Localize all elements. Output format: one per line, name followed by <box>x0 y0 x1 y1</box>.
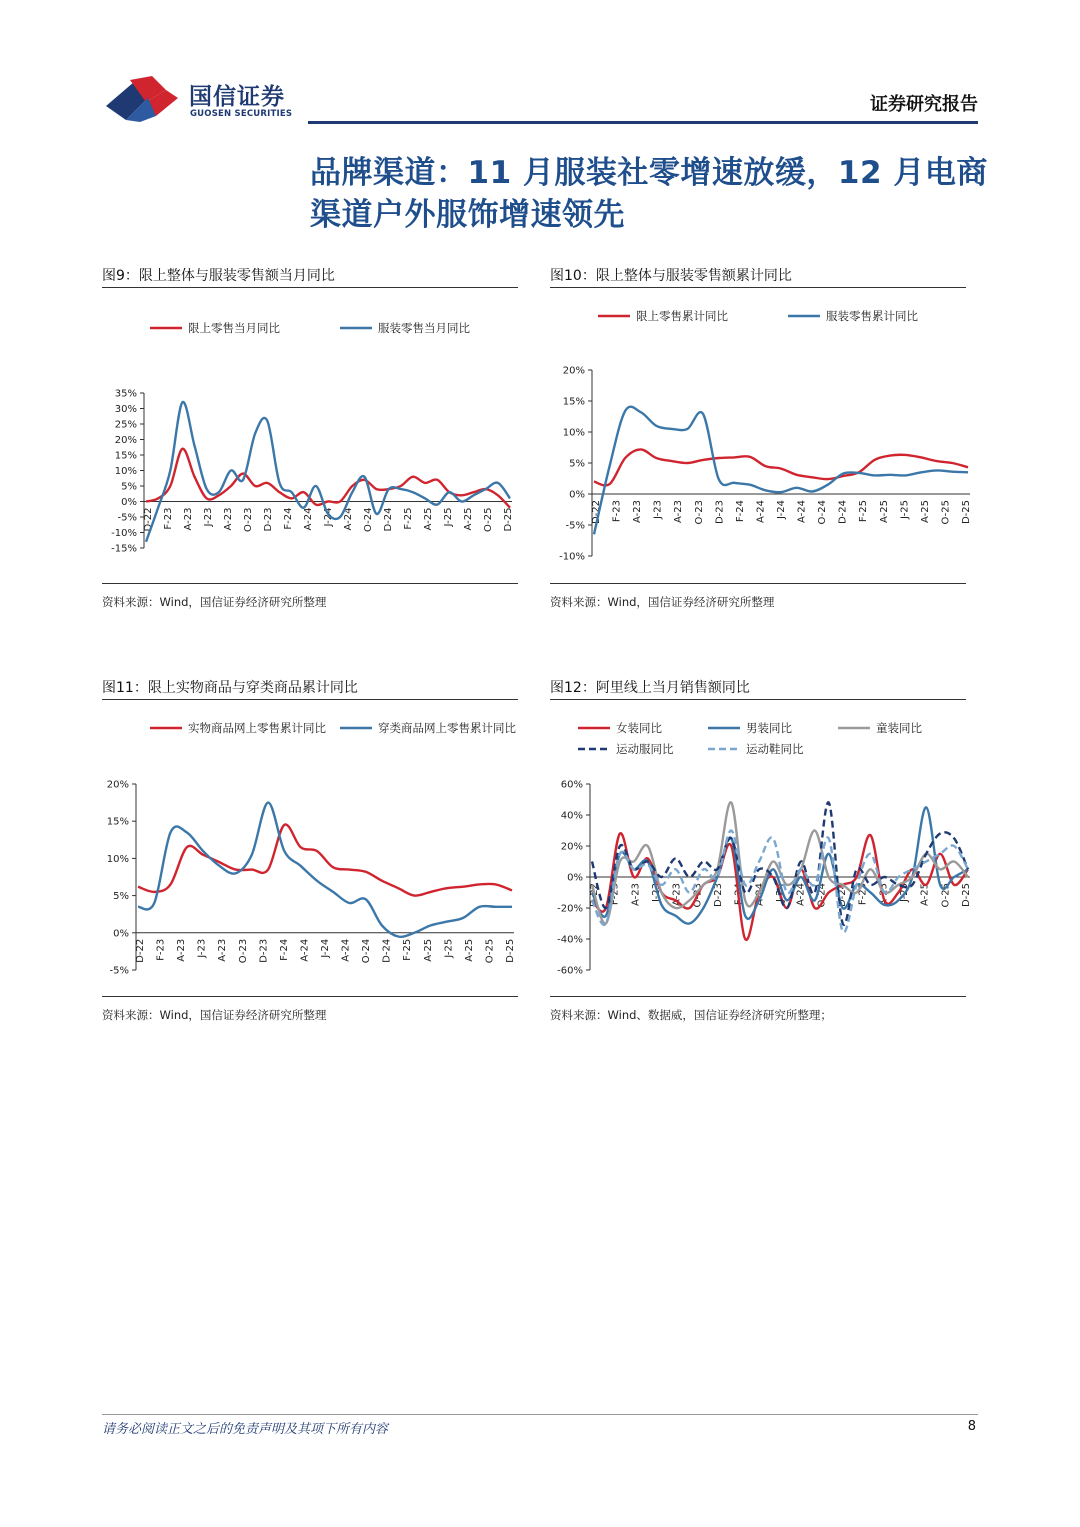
y-tick-label: 15% <box>562 396 585 408</box>
figure-bottom-rule <box>102 583 518 584</box>
x-tick-label: A-24 <box>340 938 352 962</box>
series-line <box>138 803 512 937</box>
y-tick-label: 5% <box>569 458 585 470</box>
x-tick-label: F-24 <box>733 883 745 906</box>
x-tick-label: J-24 <box>776 500 787 519</box>
figure-source: 资料来源：Wind、数据威，国信证券经济研究所整理； <box>550 1008 832 1022</box>
footer-disclaimer: 请务必阅读正文之后的免责声明及其项下所有内容 <box>102 1422 389 1437</box>
x-tick-label: D-25 <box>505 938 516 963</box>
x-tick-label: D-24 <box>383 507 394 532</box>
chart-svg <box>102 288 518 583</box>
x-tick-label: O-23 <box>693 500 705 525</box>
figure-source: 资料来源：Wind，国信证券经济研究所整理 <box>550 595 775 609</box>
chart-svg <box>102 700 518 996</box>
figure-10 <box>550 265 972 610</box>
x-tick-label: F-23 <box>609 883 621 906</box>
x-tick-label: O-25 <box>483 507 494 532</box>
y-tick-label: -5% <box>117 512 137 524</box>
x-tick-label: F-25 <box>857 883 869 906</box>
x-tick-label: J-24 <box>775 883 786 902</box>
figure-bottom-rule <box>102 996 518 997</box>
x-tick-label: A-23 <box>630 883 642 906</box>
figure-12 <box>550 677 972 1023</box>
x-tick-label: J-23 <box>203 507 214 527</box>
legend-label: 运动鞋同比 <box>746 742 804 756</box>
x-tick-label: J-23 <box>651 883 662 902</box>
figure-title: 图11：限上实物商品与穿类商品累计同比 <box>102 680 358 696</box>
x-tick-label: D-22 <box>135 938 146 963</box>
x-tick-label: D-24 <box>837 883 848 908</box>
x-tick-label: A-23 <box>223 507 234 531</box>
x-tick-label: A-24 <box>755 500 767 523</box>
figure-source: 资料来源：Wind，国信证券经济研究所整理 <box>102 595 327 609</box>
y-tick-label: -60% <box>557 965 583 977</box>
x-tick-label: A-24 <box>796 500 808 523</box>
x-tick-label: D-22 <box>591 500 602 525</box>
y-tick-label: 0% <box>569 489 585 501</box>
y-tick-label: -20% <box>557 903 583 915</box>
series-line <box>594 449 968 485</box>
legend-label: 实物商品网上零售累计同比 <box>188 721 326 735</box>
page-header <box>0 0 1080 130</box>
y-tick-label: 15% <box>106 816 129 828</box>
y-tick-label: 10% <box>106 853 129 865</box>
chart-11 <box>102 700 518 996</box>
x-tick-label: O-23 <box>243 507 254 532</box>
y-tick-label: 0% <box>567 872 583 884</box>
y-tick-label: 40% <box>560 810 583 822</box>
legend-label: 运动服同比 <box>616 742 674 756</box>
x-tick-label: D-23 <box>713 883 724 908</box>
y-tick-label: 0% <box>113 928 129 940</box>
x-tick-label: J-23 <box>196 938 208 958</box>
section-headline: 品牌渠道：11 月服装社零增速放缓，12 月电商渠道户外服饰增速领先 <box>310 155 988 233</box>
y-tick-label: 15% <box>114 450 137 462</box>
y-tick-label: -10% <box>559 551 585 563</box>
x-tick-label: F-25 <box>403 507 414 530</box>
x-tick-label: D-24 <box>837 500 849 525</box>
y-tick-label: 20% <box>114 435 137 446</box>
x-tick-label: O-24 <box>816 883 828 908</box>
x-tick-label: D-22 <box>143 507 154 532</box>
x-tick-label: D-24 <box>381 938 393 963</box>
x-tick-label: A-25 <box>878 883 890 906</box>
x-tick-label: A-24 <box>299 938 311 962</box>
y-tick-label: -10% <box>111 528 137 539</box>
x-tick-label: F-23 <box>611 500 623 523</box>
legend-label: 男装同比 <box>746 721 792 735</box>
series-line <box>138 824 512 895</box>
x-tick-label: A-25 <box>878 500 890 523</box>
legend-label: 童装同比 <box>876 721 922 735</box>
x-tick-label: A-25 <box>463 938 475 962</box>
x-tick-label: F-24 <box>734 500 746 523</box>
x-tick-label: O-24 <box>363 507 374 532</box>
y-tick-label: 5% <box>113 891 129 903</box>
x-tick-label: D-22 <box>589 883 600 908</box>
legend-label: 女装同比 <box>616 721 662 735</box>
logo-text-cn: 国信证券 <box>189 84 285 110</box>
x-tick-label: A-25 <box>463 507 474 531</box>
legend-label: 穿类商品网上零售累计同比 <box>378 721 516 735</box>
x-tick-label: O-25 <box>484 938 496 964</box>
series-line <box>146 449 510 508</box>
legend-label: 限上零售累计同比 <box>636 309 728 323</box>
y-tick-label: 5% <box>121 481 137 493</box>
x-tick-label: A-24 <box>754 883 766 906</box>
x-tick-label: O-25 <box>940 500 952 525</box>
x-tick-label: A-25 <box>422 938 434 962</box>
y-tick-label: -40% <box>557 934 583 946</box>
y-tick-label: 10% <box>562 427 585 439</box>
x-tick-label: J-23 <box>652 500 664 519</box>
y-tick-label: 10% <box>114 466 137 477</box>
x-tick-label: J-24 <box>323 507 334 527</box>
company-logo <box>106 76 296 126</box>
y-tick-label: 20% <box>562 365 585 377</box>
x-tick-label: O-23 <box>692 883 704 908</box>
x-tick-label: O-25 <box>940 883 952 908</box>
chart-12 <box>550 700 972 996</box>
logo-text-en: GUOSEN SECURITIES <box>190 109 293 119</box>
guosen-logo-icon <box>106 76 182 122</box>
figure-bottom-rule <box>550 996 966 997</box>
x-tick-label: F-24 <box>283 507 294 530</box>
x-tick-label: J-25 <box>443 938 455 958</box>
x-tick-label: D-23 <box>263 507 274 532</box>
x-tick-label: D-23 <box>714 500 726 525</box>
y-tick-label: 20% <box>560 841 583 853</box>
x-tick-label: O-24 <box>361 938 373 964</box>
report-type-label: 证券研究报告 <box>870 94 978 115</box>
x-tick-label: D-25 <box>961 883 972 908</box>
x-tick-label: J-25 <box>899 500 911 519</box>
legend-label: 服装零售累计同比 <box>826 309 918 323</box>
x-tick-label: A-23 <box>671 883 683 906</box>
x-tick-label: A-23 <box>217 938 229 962</box>
y-tick-label: -5% <box>109 965 129 977</box>
x-tick-label: J-25 <box>899 883 910 902</box>
x-tick-label: D-25 <box>961 500 972 525</box>
figure-title: 图12：阿里线上当月销售额同比 <box>550 680 750 696</box>
figure-source: 资料来源：Wind，国信证券经济研究所整理 <box>102 1008 327 1022</box>
x-tick-label: A-25 <box>919 500 931 523</box>
legend-label: 服装零售当月同比 <box>378 321 470 335</box>
chart-10 <box>550 288 972 583</box>
y-tick-label: 35% <box>114 388 137 400</box>
header-divider <box>308 121 978 124</box>
page-number: 8 <box>967 1419 976 1434</box>
figure-11 <box>102 677 518 1023</box>
x-tick-label: A-25 <box>423 507 434 531</box>
y-tick-label: 25% <box>114 419 137 431</box>
y-tick-label: 0% <box>121 497 137 508</box>
y-tick-label: 60% <box>560 779 583 791</box>
x-tick-label: O-23 <box>237 938 249 964</box>
figure-bottom-rule <box>550 583 966 584</box>
y-tick-label: 30% <box>114 404 137 415</box>
x-tick-label: F-25 <box>858 500 870 523</box>
x-tick-label: F-23 <box>163 507 174 530</box>
x-tick-label: J-25 <box>443 507 454 527</box>
x-tick-label: F-25 <box>402 938 414 961</box>
chart-9 <box>102 288 518 583</box>
x-tick-label: A-23 <box>632 500 644 523</box>
y-tick-label: 20% <box>106 779 129 791</box>
figure-title: 图9：限上整体与服装零售额当月同比 <box>102 268 335 284</box>
x-tick-label: A-24 <box>795 883 807 906</box>
x-tick-label: A-24 <box>343 507 354 531</box>
y-tick-label: -5% <box>565 520 585 532</box>
chart-svg <box>550 288 976 583</box>
x-tick-label: O-24 <box>817 500 829 525</box>
figure-title: 图10：限上整体与服装零售额累计同比 <box>550 268 792 284</box>
x-tick-label: D-23 <box>258 938 270 963</box>
y-tick-label: -15% <box>111 543 137 555</box>
x-tick-label: A-23 <box>673 500 685 523</box>
figure-9 <box>102 265 518 610</box>
x-tick-label: A-25 <box>919 883 931 906</box>
x-tick-label: A-23 <box>183 507 194 531</box>
footer-divider <box>102 1414 978 1415</box>
x-tick-label: F-23 <box>155 938 167 961</box>
x-tick-label: D-25 <box>503 507 514 532</box>
x-tick-label: J-24 <box>320 938 331 958</box>
x-tick-label: A-24 <box>303 507 314 531</box>
x-tick-label: F-24 <box>278 938 290 961</box>
chart-svg <box>550 700 976 996</box>
legend-label: 限上零售当月同比 <box>188 321 280 335</box>
x-tick-label: A-23 <box>176 938 188 962</box>
